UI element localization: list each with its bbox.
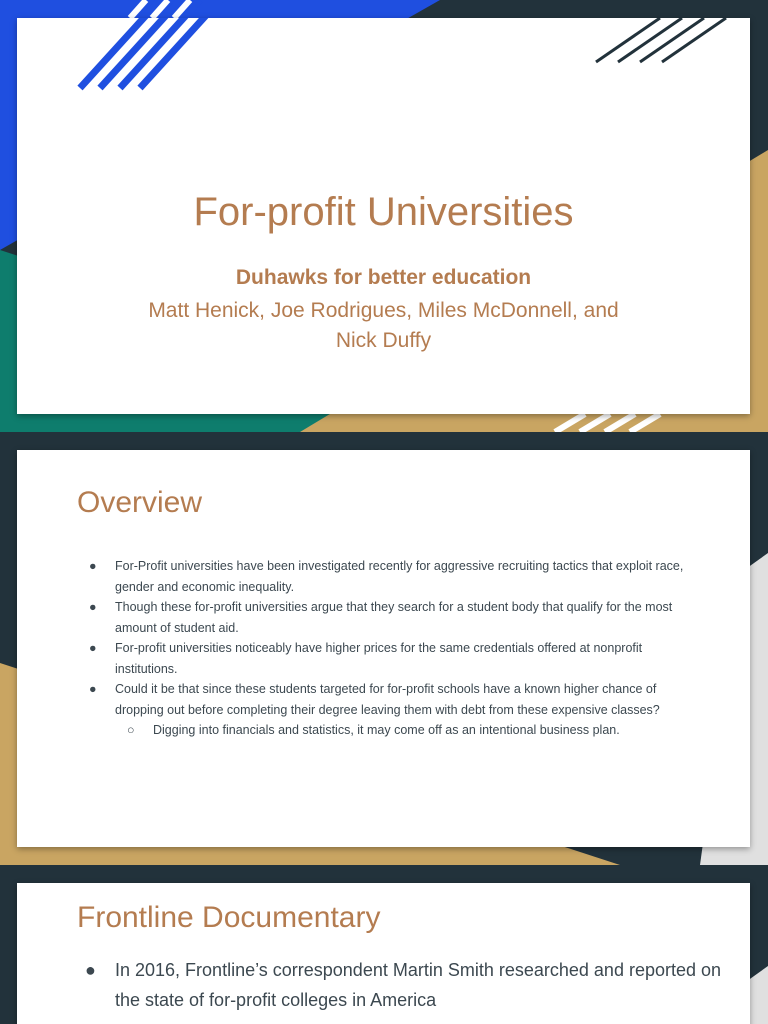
circle-bullet-icon: ○	[127, 723, 135, 737]
bullet-icon: ●	[89, 559, 97, 573]
list-item: ● For-profit universities noticeably have higher prices for the same credentials offered at nonprofit institutions.	[89, 638, 699, 679]
slide-overview	[0, 433, 768, 865]
authors-line: Matt Henick, Joe Rodrigues, Miles McDonnell, and Nick Duffy	[148, 299, 619, 352]
slide-card	[17, 18, 750, 414]
presentation-subtitle: Duhawks for better education	[235, 266, 532, 289]
bullet-icon: ●	[89, 682, 97, 696]
list-item: ● In 2016, Frontline’s correspondent Martin Smith researched and reported on the state of for-profit colleges in America	[85, 955, 725, 1015]
list-item: ● Could it be that since these students targeted for for-profit schools have a known higher chance of dropping out before completing their degree leaving them with debt from these expensive classes?	[89, 679, 699, 720]
bullet-list	[89, 556, 699, 741]
list-item: ● Though these for-profit universities argue that they search for a student body that qualify for the most amount of student aid.	[89, 597, 699, 638]
bullet-icon: ●	[89, 600, 97, 614]
slide-heading: Frontline Documentary	[77, 901, 381, 934]
bullet-list	[85, 955, 725, 1015]
slide-card	[17, 450, 750, 847]
slide-card	[17, 883, 750, 1024]
bullet-icon: ●	[89, 641, 97, 655]
list-item: ● For-Profit universities have been investigated recently for aggressive recruiting tactics that exploit race, gender and economic inequality.	[89, 556, 699, 597]
slide-frontline	[0, 866, 768, 1024]
slide-heading: Overview	[77, 486, 203, 519]
sub-list-item: ○ Digging into financials and statistics, it may come off as an intentional business plan.	[89, 720, 699, 741]
slide-title	[0, 0, 768, 432]
bullet-icon: ●	[85, 960, 96, 980]
presentation-title: For-profit Universities	[193, 190, 574, 234]
